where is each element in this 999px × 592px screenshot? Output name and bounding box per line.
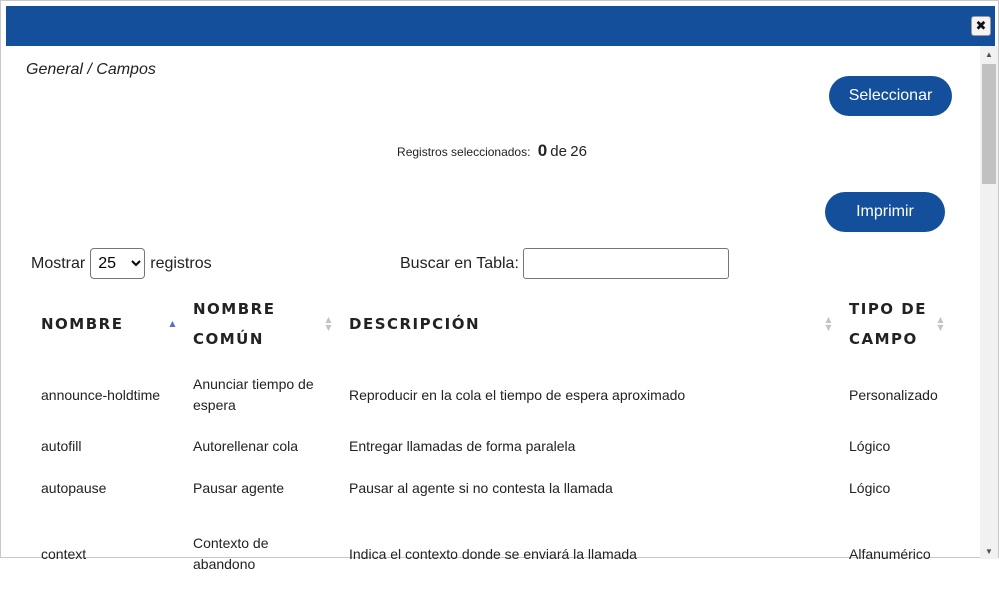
- cell-common-name: Contexto de abandono: [193, 535, 269, 572]
- cell-common-name: Autorellenar cola: [193, 438, 299, 454]
- page-length-select[interactable]: [90, 248, 145, 279]
- table-row[interactable]: [31, 516, 951, 592]
- cell-name: announce-holdtime: [41, 386, 161, 403]
- length-prefix: Mostrar: [31, 254, 86, 272]
- dialog-content: [6, 46, 978, 572]
- close-icon[interactable]: ✖: [971, 16, 991, 36]
- sort-icon: ▲ ▼: [825, 315, 833, 332]
- cell-common-name: Pausar agente: [193, 479, 285, 496]
- search-label: Buscar en Tabla:: [400, 254, 519, 272]
- column-header-common-name[interactable]: NOMBRE COMÚN ▲ ▼: [193, 300, 333, 348]
- length-suffix: registros: [150, 254, 212, 272]
- selected-label: Registros seleccionados:: [397, 145, 531, 159]
- print-button[interactable]: Imprimir: [825, 192, 945, 232]
- cell-name: context: [41, 545, 87, 562]
- search-input[interactable]: [523, 248, 729, 279]
- cell-name: autopause: [41, 479, 107, 496]
- selected-records-info: [6, 141, 978, 161]
- sort-icon: ▲ ▼: [937, 315, 945, 332]
- scroll-up-arrow-icon[interactable]: ▲: [985, 49, 993, 59]
- vertical-scrollbar[interactable]: [980, 46, 998, 559]
- cell-type: Lógico: [849, 438, 891, 454]
- column-header-description[interactable]: DESCRIPCIÓN ▲ ▼: [349, 315, 833, 333]
- selected-of: de: [550, 143, 567, 160]
- sort-icon: ▲: [169, 319, 177, 328]
- column-header-name[interactable]: NOMBRE ▲: [41, 315, 177, 333]
- scroll-thumb[interactable]: [982, 64, 996, 184]
- cell-description: Indica el contexto donde se enviará la llamada: [349, 545, 637, 562]
- cell-type: Alfanumérico: [849, 545, 931, 562]
- cell-type: Personalizado: [849, 386, 938, 403]
- cell-common-name: Anunciar tiempo de espera: [193, 376, 314, 413]
- cell-name: autofill: [41, 438, 82, 454]
- cell-description: Entregar llamadas de forma paralela: [349, 438, 576, 454]
- sort-icon: ▲ ▼: [325, 315, 333, 332]
- fields-table: [31, 291, 951, 592]
- table-row[interactable]: [31, 460, 951, 516]
- cell-description: Reproducir en la cola el tiempo de espera aproximado: [349, 386, 686, 403]
- total-count: 26: [570, 143, 587, 160]
- breadcrumb: General / Campos: [26, 61, 156, 78]
- column-header-field-type[interactable]: TIPO DE CAMPO ▲ ▼: [849, 300, 945, 348]
- cell-type: Lógico: [849, 479, 891, 496]
- selected-count: 0: [537, 141, 548, 160]
- select-button[interactable]: Seleccionar: [829, 76, 952, 116]
- length-menu: [31, 248, 212, 279]
- dialog-titlebar: [6, 6, 995, 46]
- scroll-down-arrow-icon[interactable]: ▼: [985, 546, 993, 556]
- table-search: [400, 248, 729, 279]
- cell-description: Pausar al agente si no contesta la llamada: [349, 479, 613, 496]
- table-row[interactable]: [31, 433, 951, 460]
- table-header-row: [31, 291, 951, 357]
- table-row[interactable]: [31, 357, 951, 433]
